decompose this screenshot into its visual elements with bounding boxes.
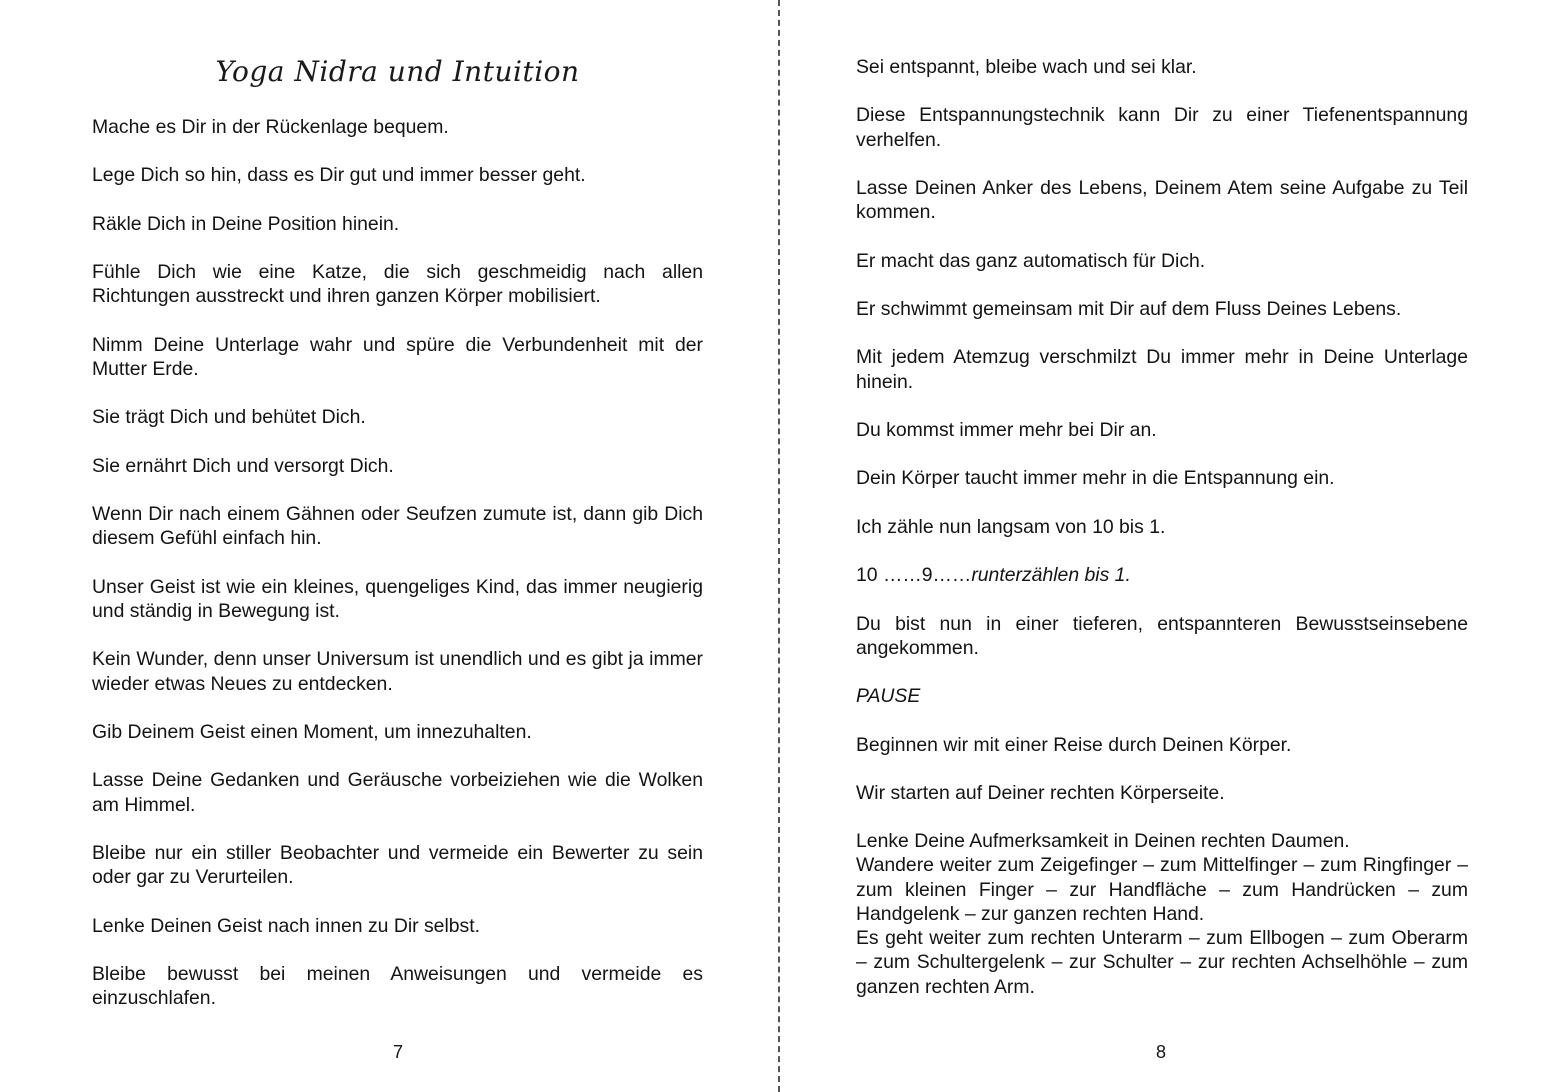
count-line (856, 563, 1468, 587)
right-page (780, 0, 1558, 1092)
body-journey-line: Lenke Deine Aufmerksamkeit in Deinen rechten Daumen. (856, 830, 1350, 853)
paragraph: Lenke Deinen Geist nach innen zu Dir selbst. (92, 914, 481, 937)
page-number: 7 (392, 1042, 403, 1062)
paragraph: Bleibe nur ein stiller Beobachter und vermeide ein Bewerter zu sein oder gar zu Verurteilen. (92, 841, 703, 889)
body-journey-line: Wandere weiter zum Zeigefinger – zum Mittelfinger – zum Ringfinger – zum kleinen Finger – zur Handfläche – zum Handrücken – zum Handgelenk – zur ganzen rechten Hand. (856, 854, 1468, 925)
paragraph: Er macht das ganz automatisch für Dich. (856, 249, 1206, 272)
count-instruction: runterzählen bis 1. (971, 564, 1131, 587)
paragraph: Sie trägt Dich und behütet Dich. (92, 406, 366, 429)
chapter-title: Yoga Nidra und Intuition (215, 55, 580, 88)
page-number: 8 (1155, 1042, 1166, 1062)
paragraph: Nimm Deine Unterlage wahr und spüre die Verbundenheit mit der Mutter Erde. (92, 333, 703, 380)
paragraph: Sei entspannt, bleibe wach und sei klar. (856, 56, 1197, 78)
paragraph: Beginnen wir mit einer Reise durch Deinen Körper. (856, 733, 1292, 756)
count-prefix: 10 ……9…… (856, 564, 972, 587)
paragraph: Dein Körper taucht immer mehr in die Entspannung ein. (856, 467, 1335, 490)
paragraph: Fühle Dich wie eine Katze, die sich geschmeidig nach allen Richtungen ausstreckt und ihren ganzen Körper mobilisiert. (92, 261, 703, 308)
paragraph: Sie ernährt Dich und versorgt Dich. (92, 454, 394, 477)
paragraph: Kein Wunder, denn unser Universum ist unendlich und es gibt ja immer wieder etwas Neues zu entdecken. (92, 648, 703, 695)
paragraph: Wir starten auf Deiner rechten Körperseite. (856, 781, 1225, 804)
paragraph: Lasse Deine Gedanken und Geräusche vorbeiziehen wie die Wolken am Himmel. (92, 769, 703, 816)
pause-marker: PAUSE (856, 685, 921, 708)
left-page-body (92, 115, 703, 1010)
paragraph: Er schwimmt gemeinsam mit Dir auf dem Fluss Deines Lebens. (856, 297, 1402, 320)
paragraph: Lasse Deinen Anker des Lebens, Deinem Atem seine Aufgabe zu Teil kommen. (856, 176, 1468, 224)
paragraph: Gib Deinem Geist einen Moment, um innezuhalten. (92, 720, 532, 743)
paragraph: Wenn Dir nach einem Gähnen oder Seufzen zumute ist, dann gib Dich diesem Gefühl einfach hin. (92, 503, 703, 550)
paragraph: Bleibe bewusst bei meinen Anweisungen und vermeide es einzuschlafen. (92, 962, 703, 1010)
paragraph: Du kommst immer mehr bei Dir an. (856, 418, 1157, 441)
paragraph: Mache es Dir in der Rückenlage bequem. (92, 116, 449, 138)
paragraph: Unser Geist ist wie ein kleines, quengeliges Kind, das immer neugierig und ständig in Bewegung ist. (92, 575, 703, 622)
paragraph: Ich zähle nun langsam von 10 bis 1. (856, 515, 1166, 538)
paragraph: Mit jedem Atemzug verschmilzt Du immer mehr in Deine Unterlage hinein. (856, 346, 1468, 393)
paragraph: Lege Dich so hin, dass es Dir gut und immer besser geht. (92, 164, 586, 187)
paragraph: Du bist nun in einer tieferen, entspannteren Bewusstseinsebene angekommen. (856, 612, 1468, 659)
paragraph: Diese Entspannungstechnik kann Dir zu einer Tiefenentspannung verhelfen. (856, 104, 1468, 151)
body-journey-line: Es geht weiter zum rechten Unterarm – zum Ellbogen – zum Oberarm – zum Schultergelenk – zur Schulter – zur rechten Achselhöhle – zum ganzen rechten Arm. (856, 927, 1468, 998)
right-page-body (856, 55, 1468, 999)
paragraph: Räkle Dich in Deine Position hinein. (92, 212, 400, 235)
